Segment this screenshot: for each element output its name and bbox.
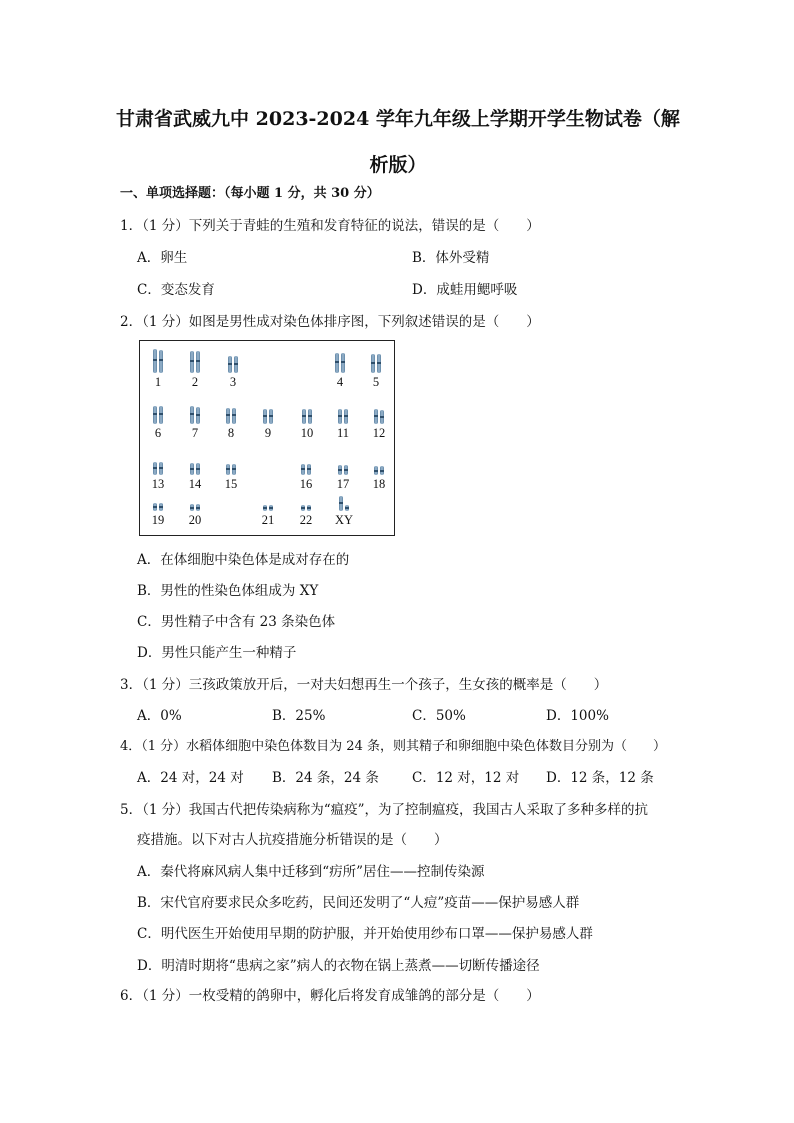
question-5-option-c: C．明代医生开始使用早期的防护服，并开始使用纱布口罩——保护易感人群 <box>137 926 593 942</box>
chromosome-pair <box>182 451 208 491</box>
title-line-1: 甘肃省武威九中 2023-2024 学年九年级上学期开学生物试卷（解 <box>116 108 680 130</box>
question-2-option-c: C．男性精子中含有 23 条染色体 <box>137 614 336 630</box>
question-5-option-a: A．秦代将麻风病人集中迁移到“疠所”居住——控制传染源 <box>137 864 485 880</box>
question-1-stem: 1．（1 分）下列关于青蛙的生殖和发育特征的说法，错误的是（ ） <box>120 218 540 234</box>
chromosome-label: 3 <box>229 375 237 389</box>
question-4-option-d: D．12 条，12 条 <box>546 770 654 786</box>
section-heading: 一、单项选择题：（每小题 1 分，共 30 分） <box>120 186 380 201</box>
chromosome-pair <box>366 451 392 491</box>
chromosome-label: 6 <box>154 426 162 440</box>
chromosome-pair <box>255 400 281 440</box>
chromosome-label: 8 <box>227 426 235 440</box>
exam-title <box>108 96 688 188</box>
chromosome-label: 22 <box>299 513 313 527</box>
question-4-option-c: C．12 对，12 对 <box>412 770 520 786</box>
chromosome-pair <box>330 400 356 440</box>
chromosome-pair <box>330 451 356 491</box>
title-line-2: 析版） <box>369 154 427 176</box>
question-2-option-a: A．在体细胞中染色体是成对存在的 <box>137 552 350 568</box>
chromosome-label: 12 <box>372 426 386 440</box>
chromosome-label: 5 <box>372 375 380 389</box>
chromosome-label: 11 <box>336 426 350 440</box>
question-1-option-d: D．成蛙用鳃呼吸 <box>412 282 518 298</box>
chromosome-label: 15 <box>224 477 238 491</box>
chromosome-pair <box>293 451 319 491</box>
chromosome-pair <box>218 451 244 491</box>
chromosome-pair <box>294 400 320 440</box>
chromosome-pair <box>145 349 171 389</box>
chromosome-label: 1 <box>154 375 162 389</box>
question-4-stem: 4．（1 分）水稻体细胞中染色体数目为 24 条，则其精子和卵细胞中染色体数目分别为（ ） <box>120 739 666 754</box>
question-2-option-d: D．男性只能产生一种精子 <box>137 645 297 661</box>
chromosome-label: 19 <box>151 513 165 527</box>
chromosome-label: 17 <box>336 477 350 491</box>
chromosome-label: 10 <box>300 426 314 440</box>
chromosome-pair <box>330 495 358 527</box>
chromosome-pair <box>182 499 208 527</box>
chromosome-pair <box>255 499 281 527</box>
chromosome-pair <box>145 451 171 491</box>
question-3-option-b: B．25% <box>272 708 326 724</box>
chromosome-label: 21 <box>261 513 275 527</box>
chromosome-label: 9 <box>264 426 272 440</box>
chromosome-label: 2 <box>191 375 199 389</box>
chromosome-label: 4 <box>336 375 344 389</box>
question-3-option-a: A．0% <box>137 708 182 724</box>
question-5-stem-line-2: 疫措施。以下对古人抗疫措施分析错误的是（ ） <box>137 832 448 848</box>
chromosome-pair <box>363 349 389 389</box>
chromosome-pair <box>145 499 171 527</box>
question-6-stem: 6．（1 分）一枚受精的鸽卵中，孵化后将发育成雏鸽的部分是（ ） <box>120 988 540 1004</box>
chromosome-label: 7 <box>191 426 199 440</box>
question-3-option-c: C．50% <box>412 708 466 724</box>
question-1-option-a: A．卵生 <box>137 250 188 266</box>
chromosome-label: XY <box>334 513 354 527</box>
question-5-stem-line-1: 5．（1 分）我国古代把传染病称为“瘟疫”，为了控制瘟疫，我国古人采取了多种多样的抗 <box>120 802 649 818</box>
karyotype-figure <box>139 340 395 536</box>
question-5-option-d: D．明清时期将“患病之家”病人的衣物在锅上蒸煮——切断传播途径 <box>137 958 540 974</box>
chromosome-label: 18 <box>372 477 386 491</box>
question-1-option-b: B．体外受精 <box>412 250 490 266</box>
question-5-option-b: B．宋代官府要求民众多吃药，民间还发明了“人痘”疫苗——保护易感人群 <box>137 895 580 911</box>
question-4-option-b: B．24 条，24 条 <box>272 770 379 786</box>
question-2-option-b: B．男性的性染色体组成为 XY <box>137 583 319 599</box>
question-3-stem: 3．（1 分）三孩政策放开后，一对夫妇想再生一个孩子，生女孩的概率是（ ） <box>120 677 608 693</box>
chromosome-label: 20 <box>188 513 202 527</box>
question-2-stem: 2．（1 分）如图是男性成对染色体排序图，下列叙述错误的是（ ） <box>120 314 540 330</box>
chromosome-pair <box>366 400 392 440</box>
chromosome-label: 14 <box>188 477 202 491</box>
question-3-option-d: D．100% <box>546 708 609 724</box>
question-1-option-c: C．变态发育 <box>137 282 215 298</box>
question-4-option-a: A．24 对，24 对 <box>137 770 244 786</box>
chromosome-pair <box>220 349 246 389</box>
chromosome-label: 13 <box>151 477 165 491</box>
chromosome-pair <box>218 400 244 440</box>
chromosome-pair <box>327 349 353 389</box>
chromosome-pair <box>145 400 171 440</box>
chromosome-label: 16 <box>299 477 313 491</box>
chromosome-pair <box>182 349 208 389</box>
chromosome-pair <box>182 400 208 440</box>
chromosome-pair <box>293 499 319 527</box>
